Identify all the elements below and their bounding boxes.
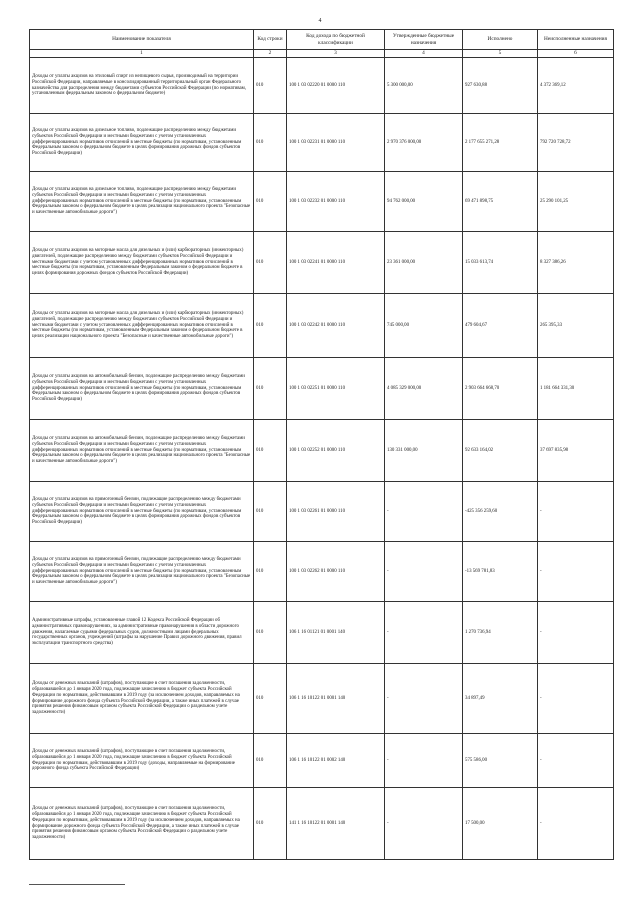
row-income-code: 106 1 16 10122 01 0002 140 [287, 734, 385, 788]
row-executed: 1 270 736,94 [463, 602, 538, 664]
table-row [30, 602, 614, 664]
page-number: 4 [318, 18, 322, 24]
row-approved: 94 762 000,00 [385, 172, 463, 232]
header-name: Наименование показателя [30, 30, 254, 50]
row-income-code: 106 1 16 10122 01 0001 140 [287, 664, 385, 734]
row-approved: 23 361 000,00 [385, 232, 463, 294]
table-row [30, 482, 614, 542]
row-executed: 17 500,00 [463, 788, 538, 860]
row-executed: 92 633 164,02 [463, 420, 538, 482]
row-name: Доходы от денежных взысканий (штрафов), поступающие в счет погашения задолженности, образовавшейся до 1 января 2020 года, подлежащие зачислению в бюджет субъекта Российской Федерации по нормативам, действовавшим в 2019 году (за исключением доходов, направляемых на формирование дорожного фонда субъекта Российской Федерации, а также иных платежей в случае принятия решения финансовым органом субъекта Российской Федерации о раздельном учете задолженности) [30, 788, 254, 860]
header-income-code: Код дохода по бюджетной классификации [287, 30, 385, 50]
row-line-code: 010 [254, 172, 287, 232]
row-line-code: 010 [254, 420, 287, 482]
table-row [30, 358, 614, 420]
row-income-code: 100 1 03 02231 01 0000 110 [287, 114, 385, 172]
table-row [30, 734, 614, 788]
row-approved: 2 970 376 000,00 [385, 114, 463, 172]
row-approved: - [385, 788, 463, 860]
row-line-code: 010 [254, 294, 287, 358]
row-line-code: 010 [254, 114, 287, 172]
row-executed: -425 356 259,60 [463, 482, 538, 542]
row-line-code: 010 [254, 602, 287, 664]
table-row [30, 420, 614, 482]
table-row [30, 232, 614, 294]
row-line-code: 010 [254, 482, 287, 542]
row-approved: 4 085 329 000,00 [385, 358, 463, 420]
row-line-code: 010 [254, 788, 287, 860]
row-income-code: 100 1 03 02262 01 0000 110 [287, 542, 385, 602]
column-number: 2 [254, 50, 287, 58]
row-income-code: 100 1 03 02261 01 0000 110 [287, 482, 385, 542]
row-name: Доходы от уплаты акцизов на дизельное топливо, подлежащие распределению между бюджетами субъектов Российской Федерации и местными бюджетами с учетом установленных дифференцированных нормативов отчислений в местные бюджеты (по нормативам, установленным Федеральным законом о федеральном бюджете в целях формирования дорожных фондов субъектов Российской Федерации) [30, 114, 254, 172]
row-name: Доходы от уплаты акцизов на прямогонный бензин, подлежащие распределению между бюджетами субъектов Российской Федерации и местными бюджетами с учетом установленных дифференцированных нормативов отчислений в местные бюджеты (по нормативам, установленным Федеральным законом о федеральном бюджете в целях реализации национального проекта "Безопасные и качественные автомобильные дороги") [30, 542, 254, 602]
table-row [30, 788, 614, 860]
row-approved: - [385, 482, 463, 542]
row-approved: 745 000,00 [385, 294, 463, 358]
table-row [30, 172, 614, 232]
table-header-row [30, 30, 614, 50]
row-executed: 927 630,88 [463, 58, 538, 114]
row-income-code: 100 1 03 02241 01 0000 110 [287, 232, 385, 294]
header-unexecuted: Неисполненные назначения [538, 30, 614, 50]
row-unexecuted: - [538, 482, 614, 542]
row-unexecuted: - [538, 542, 614, 602]
row-line-code: 010 [254, 734, 287, 788]
table-row [30, 58, 614, 114]
row-unexecuted: - [538, 734, 614, 788]
table-row [30, 114, 614, 172]
header-approved: Утвержденные бюджетные назначения [385, 30, 463, 50]
footer-divider [29, 884, 125, 885]
row-unexecuted: 37 697 835,98 [538, 420, 614, 482]
header-line-code: Код строки [254, 30, 287, 50]
row-executed: 15 033 613,74 [463, 232, 538, 294]
row-unexecuted: 1 181 664 331,30 [538, 358, 614, 420]
budget-income-table [29, 29, 614, 860]
row-approved: - [385, 542, 463, 602]
row-executed: 2 177 655 271,28 [463, 114, 538, 172]
row-income-code: 141 1 16 10122 01 0001 140 [287, 788, 385, 860]
row-executed: 575 586,00 [463, 734, 538, 788]
row-name: Доходы от денежных взысканий (штрафов), поступающие в счет погашения задолженности, образовавшейся до 1 января 2020 года, подлежащие зачислению в бюджет субъекта Российской Федерации по нормативам, действовавшим в 2019 году (доходы, направляемые на формирование дорожного фонда субъекта Российской Федерации) [30, 734, 254, 788]
row-approved: 130 331 000,00 [385, 420, 463, 482]
row-income-code: 100 1 03 02251 01 0000 110 [287, 358, 385, 420]
row-line-code: 010 [254, 664, 287, 734]
row-income-code: 100 1 03 02220 01 0000 110 [287, 58, 385, 114]
column-number: 1 [30, 50, 254, 58]
row-approved: - [385, 602, 463, 664]
row-executed: -13 569 781,83 [463, 542, 538, 602]
row-name: Доходы от уплаты акцизов на автомобильный бензин, подлежащие распределению между бюджетами субъектов Российской Федерации и местными бюджетами с учетом установленных дифференцированных нормативов отчислений в местные бюджеты (по нормативам, установленным Федеральным законом о федеральном бюджете в целях формирования дорожных фондов субъектов Российской Федерации) [30, 358, 254, 420]
column-number: 3 [287, 50, 385, 58]
row-name: Административные штрафы, установленные главой 12 Кодекса Российской Федерации об административных правонарушениях, за административные правонарушения в области дорожного движения, налагаемые судьями федеральных судов, должностными лицами федеральных государственных органов, учреждений (штрафы за нарушение Правил дорожного движения, правил эксплуатации транспортного средства) [30, 602, 254, 664]
row-income-code: 100 1 03 02252 01 0000 110 [287, 420, 385, 482]
row-line-code: 010 [254, 232, 287, 294]
row-name: Доходы от уплаты акцизов на этиловый спирт из непищевого сырья, производимый на территории Российской Федерации, направляемые в консолидированный территориальный орган Федерального казначейства для распределения между бюджетами субъектов Российской Федерации (по нормативам, установленным федеральным законом о федеральном бюджете) [30, 58, 254, 114]
column-number: 6 [538, 50, 614, 58]
row-name: Доходы от уплаты акцизов на автомобильный бензин, подлежащие распределению между бюджетами субъектов Российской Федерации и местными бюджетами с учетом установленных дифференцированных нормативов отчислений в местные бюджеты (по нормативам, установленным Федеральным законом о федеральном бюджете в целях реализации национального проекта "Безопасные и качественные автомобильные дороги") [30, 420, 254, 482]
row-unexecuted: 25 290 101,25 [538, 172, 614, 232]
row-name: Доходы от уплаты акцизов на моторные масла для дизельных и (или) карбюраторных (инжекторных) двигателей, подлежащие распределению между бюджетами субъектов Российской Федерации и местными бюджетами с учетом установленных дифференцированных нормативов отчислений в местные бюджеты (по нормативам, установленным Федеральным законом о федеральном бюджете в целях реализации национального проекта "Безопасные и качественные автомобильные дороги") [30, 294, 254, 358]
row-executed: 34 897,49 [463, 664, 538, 734]
table-row [30, 542, 614, 602]
row-name: Доходы от денежных взысканий (штрафов), поступающие в счет погашения задолженности, образовавшейся до 1 января 2020 года, подлежащие зачислению в бюджет субъекта Российской Федерации по нормативам, действовавшим в 2019 году (за исключением доходов, направляемых на формирование дорожного фонда субъекта Российской Федерации, а также иных платежей в случае принятия решения финансовым органом субъекта Российской Федерации о раздельном учете задолженности) [30, 664, 254, 734]
row-income-code: 100 1 03 02242 01 0000 110 [287, 294, 385, 358]
row-unexecuted: 792 720 728,72 [538, 114, 614, 172]
row-income-code: 100 1 03 02232 01 0000 110 [287, 172, 385, 232]
row-name: Доходы от уплаты акцизов на дизельное топливо, подлежащие распределению между бюджетами субъектов Российской Федерации и местными бюджетами с учетом установленных дифференцированных нормативов отчислений в местные бюджеты (по нормативам, установленным Федеральным законом о федеральном бюджете в целях реализации национального проекта "Безопасные и качественные автомобильные дороги") [30, 172, 254, 232]
row-unexecuted: 4 372 369,12 [538, 58, 614, 114]
row-name: Доходы от уплаты акцизов на моторные масла для дизельных и (или) карбюраторных (инжекторных) двигателей, подлежащие распределению между бюджетами субъектов Российской Федерации и местными бюджетами с учетом установленных дифференцированных нормативов отчислений в местные бюджеты (по нормативам, установленным Федеральным законом о федеральном бюджете в целях формирования дорожных фондов субъектов Российской Федерации) [30, 232, 254, 294]
row-line-code: 010 [254, 542, 287, 602]
header-executed: Исполнено [463, 30, 538, 50]
row-line-code: 010 [254, 58, 287, 114]
row-approved: 5 300 000,00 [385, 58, 463, 114]
row-unexecuted: - [538, 788, 614, 860]
column-number: 4 [385, 50, 463, 58]
row-approved: - [385, 664, 463, 734]
row-name: Доходы от уплаты акцизов на прямогонный бензин, подлежащие распределению между бюджетами субъектов Российской Федерации и местными бюджетами с учетом установленных дифференцированных нормативов отчислений в местные бюджеты (по нормативам, установленным Федеральным законом о федеральном бюджете в целях формирования дорожных фондов субъектов Российской Федерации) [30, 482, 254, 542]
row-approved: - [385, 734, 463, 788]
table-row [30, 294, 614, 358]
row-executed: 69 471 898,75 [463, 172, 538, 232]
row-unexecuted: 8 327 386,26 [538, 232, 614, 294]
row-line-code: 010 [254, 358, 287, 420]
row-executed: 479 604,67 [463, 294, 538, 358]
table-row [30, 664, 614, 734]
row-income-code: 106 1 16 01121 01 0001 140 [287, 602, 385, 664]
column-number: 5 [463, 50, 538, 58]
row-unexecuted: - [538, 664, 614, 734]
column-number-row [30, 50, 614, 58]
row-unexecuted: 265 395,33 [538, 294, 614, 358]
row-unexecuted: - [538, 602, 614, 664]
row-executed: 2 903 664 668,70 [463, 358, 538, 420]
